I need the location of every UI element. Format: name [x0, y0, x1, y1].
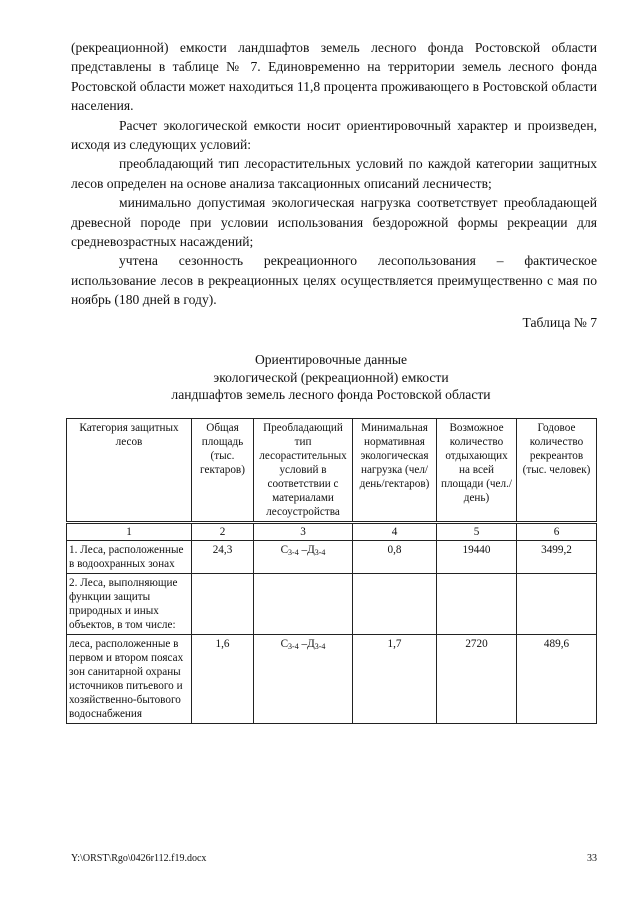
header-forest-condition: Преобладающий тип лесорастительных условий в соответствии с материалами лесоустройства [254, 419, 353, 523]
cell-area: 24,3 [192, 541, 254, 574]
table-header-row [67, 419, 597, 523]
cell-category: 2. Леса, выполняющие функции защиты природных и иных объектов, в том числе: [67, 574, 192, 635]
table-caption [66, 351, 596, 404]
cell-forest-condition [254, 541, 353, 574]
cell-category: леса, расположенные в первом и втором поясах зон санитарной охраны источников питьевого и хозяйственно-бытового водоснабжения [67, 635, 192, 724]
recreational-capacity-table [66, 418, 597, 724]
footer-page-number: 33 [587, 853, 597, 864]
cell-area [192, 574, 254, 635]
condition-c: С [280, 638, 289, 650]
body-text [71, 38, 597, 310]
condition-sep: –Д [298, 544, 315, 556]
column-number: 4 [353, 523, 437, 541]
cell-annual: 3499,2 [517, 541, 597, 574]
caption-line-2: экологической (рекреационной) емкости [213, 369, 449, 385]
cell-visitors [437, 574, 517, 635]
table-row [67, 635, 597, 724]
condition-sep: –Д [298, 638, 315, 650]
table-row [67, 574, 597, 635]
cell-forest-condition [254, 574, 353, 635]
cell-category: 1. Леса, расположенные в водоохранных зонах [67, 541, 192, 574]
header-category: Категория защитных лесов [67, 419, 192, 523]
cell-min-load [353, 574, 437, 635]
cell-forest-condition [254, 635, 353, 724]
paragraph-condition-1: преобладающий тип лесорастительных условий по каждой категории защитных лесов определен на основе анализа таксационных описаний лесничеств; [71, 156, 597, 191]
cell-min-load: 0,8 [353, 541, 437, 574]
column-number: 5 [437, 523, 517, 541]
footer-file-path: Y:\ORST\Rgo\0426r112.f19.docx [71, 853, 207, 864]
table-number: Таблица № 7 [522, 315, 597, 330]
paragraph-conditions-intro: Расчет экологической емкости носит ориентировочный характер и произведен, исходя из следующих условий: [71, 117, 597, 153]
paragraph-condition-2: минимально допустимая экологическая нагрузка соответствует преобладающей древесной породе при условии использования бездорожной формы рекреации для средневозрастных насаждений; [71, 195, 597, 250]
condition-c-sub: 3-4 [288, 642, 299, 651]
column-number: 3 [254, 523, 353, 541]
paragraph-condition-3: учтена сезонность рекреационного лесопользования – фактическое использование лесов в рекреационных целях осуществляется преимущественно с мая по ноябрь (180 дней в году). [71, 253, 597, 308]
condition-d-sub: 3-4 [314, 548, 326, 557]
cell-visitors: 19440 [437, 541, 517, 574]
cell-annual: 489,6 [517, 635, 597, 724]
column-number: 1 [67, 523, 192, 541]
condition-d-sub: 3-4 [314, 642, 326, 651]
header-visitors: Возможное количество отдыхающих на всей площади (чел./день) [437, 419, 517, 523]
cell-area: 1,6 [192, 635, 254, 724]
cell-min-load: 1,7 [353, 635, 437, 724]
table-row [67, 541, 597, 574]
column-number: 6 [517, 523, 597, 541]
condition-c-sub: 3-4 [288, 548, 299, 557]
header-annual: Годовое количество рекреантов (тыс. человек) [517, 419, 597, 523]
caption-line-3: ландшафтов земель лесного фонда Ростовской области [171, 387, 491, 402]
header-min-load: Минимальная нормативная экологическая нагрузка (чел/день/гектаров) [353, 419, 437, 523]
cell-visitors: 2720 [437, 635, 517, 724]
cell-annual [517, 574, 597, 635]
header-area: Общая площадь (тыс. гектаров) [192, 419, 254, 523]
paragraph-intro: (рекреационной) емкости ландшафтов земель лесного фонда Ростовской области представлены в таблице № 7. Единовременно на территории земель лесного фонда Ростовской области может находиться 11,8 процента проживающего в Ростовской области населения. [71, 40, 597, 114]
column-number: 2 [192, 523, 254, 541]
caption-line-1: Ориентировочные данные [254, 352, 408, 367]
column-number-row [67, 523, 597, 541]
condition-c: С [280, 544, 289, 556]
